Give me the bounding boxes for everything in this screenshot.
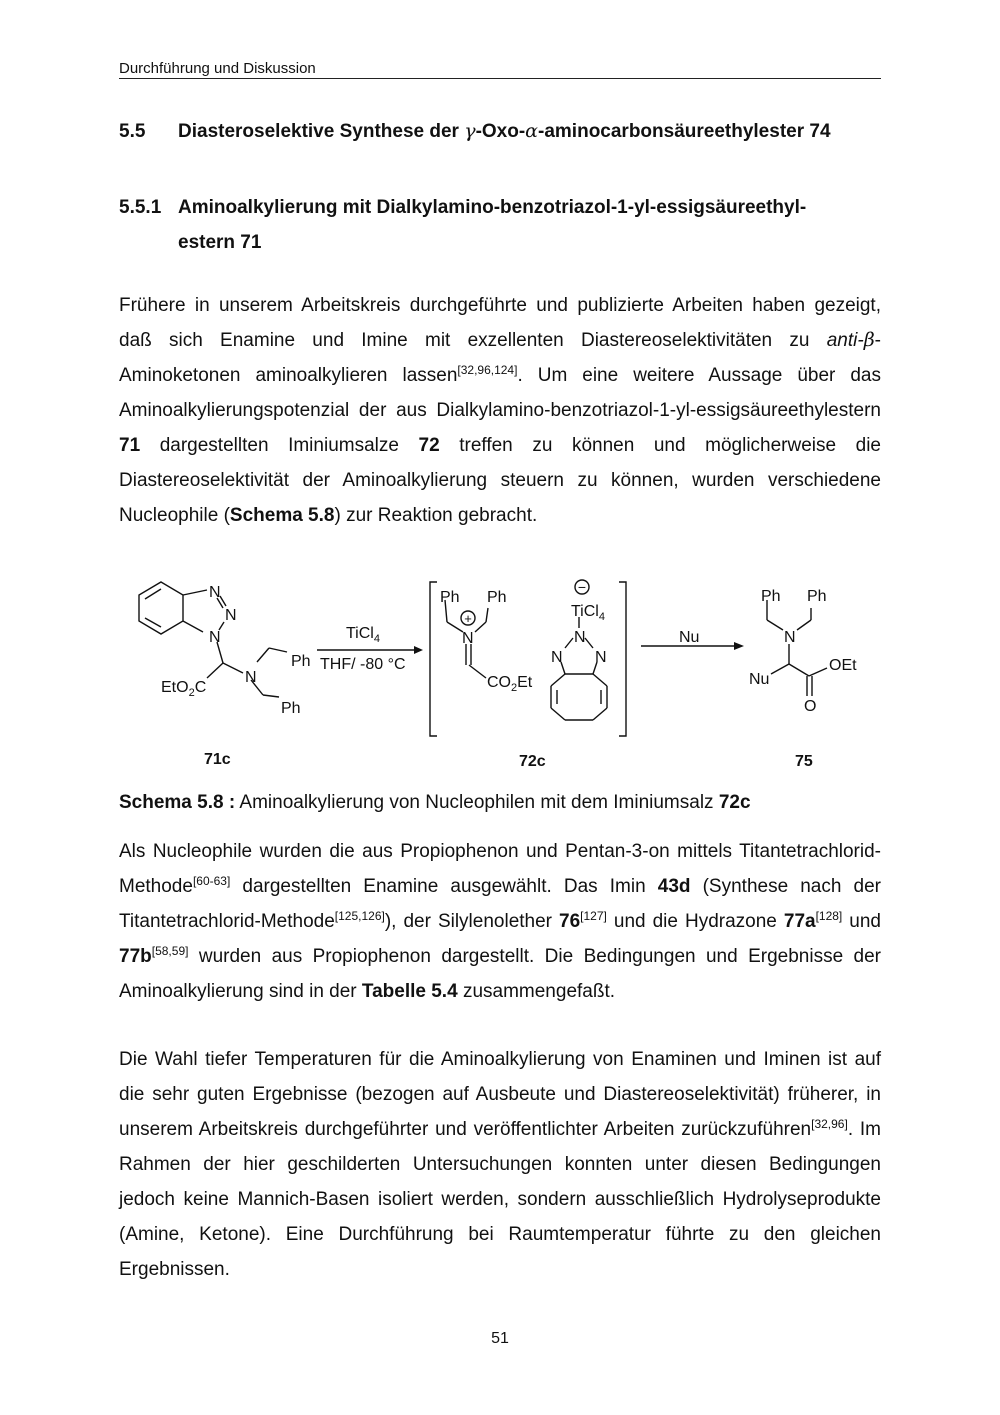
section-title-post: -aminocarbonsäureethylester 74 — [538, 121, 831, 142]
subsection-number: 5.5.1 — [119, 197, 162, 218]
atom-n: N — [574, 629, 586, 646]
minus-charge: − — [577, 579, 587, 595]
phenyl-1: Ph — [761, 588, 781, 605]
scheme-caption — [119, 792, 751, 814]
citation: [58,59] — [151, 944, 189, 958]
atom-n: N — [784, 629, 796, 646]
compound-ref: 77a — [783, 911, 816, 932]
compound-ref: 72 — [418, 435, 440, 456]
compound-ref: 77b — [119, 946, 152, 967]
paragraph-3 — [119, 1042, 881, 1287]
atom-n3: N — [209, 629, 221, 646]
atom-n: N — [462, 630, 474, 647]
phenyl-2: Ph — [807, 588, 827, 605]
atom-n: N — [595, 649, 607, 666]
paragraph-2 — [119, 834, 881, 1009]
text: zusammengefaßt. — [457, 981, 616, 1002]
atom-n1: N — [209, 584, 221, 601]
ester-group: $CO_2Et$ — [487, 674, 533, 694]
anti-prefix: anti- — [826, 330, 864, 351]
phenyl-2: Ph — [281, 700, 301, 717]
page-number: 51 — [491, 1330, 509, 1347]
section-title-pre: Diasteroselektive Synthese der — [178, 121, 465, 142]
compound-ref: 43d — [657, 876, 691, 897]
text: Frühere in unserem Arbeitskreis durchgeführte und publizierte Arbeiten haben gezeigt, daß sich Enamine und Imine mit exzellenten Diastereoselektivitäten zu — [119, 295, 881, 351]
section-number: 5.5 — [119, 121, 146, 142]
caption-compound: 72c — [718, 792, 751, 813]
compound-label-75: 75 — [795, 753, 813, 770]
section-heading — [119, 120, 831, 143]
atom-n2: N — [225, 607, 237, 624]
phenyl-1: Ph — [440, 589, 460, 606]
atom-n-amine: N — [245, 669, 257, 686]
text: . Im Rahmen der hier geschilderten Untersuchungen konnten unter diesen Bedingungen jedoch keine Mannich-Basen isoliert werden, sondern ausschließlich Hydrolyseprodukte (Amine, Ketone). Eine Durchführung bei Raumtemperatur führte zu den gleichen Ergebnissen. — [119, 1119, 881, 1280]
reaction-scheme — [119, 570, 881, 785]
text: ) zur Reaktion gebracht. — [334, 505, 538, 526]
ester-group: EtO$_2$C — [161, 679, 207, 699]
compound-ref: 76 — [559, 911, 581, 932]
reagent-top: TiCl$_4$ — [346, 625, 380, 645]
subsection-heading — [119, 190, 881, 260]
text: dargestellten Iminiumsalze — [140, 435, 419, 456]
compound-label-71c: 71c — [204, 751, 231, 768]
text: -Aminoketonen aminoalkylieren lassen — [119, 330, 881, 386]
text: und die Hydrazone — [606, 911, 784, 932]
text: . Um eine weitere Aussage über das Aminoalkylierungspotenzial der aus Dialkylamino-benzotriazol-1-yl-essigsäureethylestern — [119, 365, 881, 421]
text: Die Wahl tiefer Temperaturen für die Aminoalkylierung von Enaminen und Iminen ist auf die sehr guten Ergebnisse (bezogen auf Ausbeute und Diastereoselektivität) früherer, in unserem Arbeitskreis durchgeführter und veröffentlichter Arbeiten zurückzuführen — [119, 1049, 881, 1140]
atom-n: N — [551, 649, 563, 666]
beta-symbol: β — [863, 329, 875, 351]
running-header: Durchführung und Diskussion — [119, 60, 881, 79]
carbonyl-oxygen: O — [804, 698, 817, 715]
text: und — [842, 911, 881, 932]
citation: [127] — [580, 909, 607, 923]
reagent-bottom: THF/ -80 °C — [320, 656, 406, 673]
text: treffen zu können und möglicherweise die Diastereoselektivität der Aminoalkylierung steuern zu können, wurden verschiedene Nucleophile ( — [119, 435, 881, 526]
citation: [32,96,124] — [457, 363, 518, 377]
plus-charge: + — [464, 611, 472, 626]
text: (Synthese nach der Titantetrachlorid-Methode — [119, 876, 881, 932]
text: Als Nucleophile wurden die aus Propiophenon und Pentan-3-on mittels Titantetrachlorid-Methode — [119, 841, 881, 897]
text: dargestellten Enamine ausgewählt. Das Imin — [230, 876, 658, 897]
text: ), der Silylenolether — [384, 911, 560, 932]
gamma-symbol: γ — [464, 120, 476, 142]
table-ref: Tabelle 5.4 — [361, 981, 458, 1002]
compound-label-72c: 72c — [519, 753, 546, 770]
section-title-mid: -Oxo- — [475, 121, 526, 142]
subsection-title-line1: Aminoalkylierung mit Dialkylamino-benzotriazol-1-yl-essigsäureethyl- — [178, 197, 807, 218]
nucleophile-label: Nu — [679, 629, 700, 646]
paragraph-1 — [119, 288, 881, 533]
nucleophile: Nu — [749, 671, 770, 688]
subsection-title-line2: estern 71 — [178, 232, 262, 253]
phenyl-2: Ph — [487, 589, 507, 606]
citation: [32,96] — [811, 1117, 848, 1131]
text: wurden aus Propiophenon dargestellt. Die Bedingungen und Ergebnisse der Aminoalkylierung sind in der — [119, 946, 881, 1002]
citation: [128] — [815, 909, 843, 923]
caption-label: Schema 5.8 : — [119, 792, 236, 813]
schema-ref: Schema 5.8 — [229, 505, 335, 526]
compound-ref: 71 — [119, 435, 141, 456]
citation: [125,126] — [334, 909, 385, 923]
phenyl-1: Ph — [291, 653, 311, 670]
citation: [60-63] — [192, 874, 231, 888]
alpha-symbol: α — [525, 120, 539, 142]
caption-text: Aminoalkylierung von Nucleophilen mit dem Iminiumsalz — [235, 792, 719, 813]
ticl4: TiCl$_4$ — [571, 603, 605, 623]
ethoxy-group: OEt — [829, 657, 857, 674]
